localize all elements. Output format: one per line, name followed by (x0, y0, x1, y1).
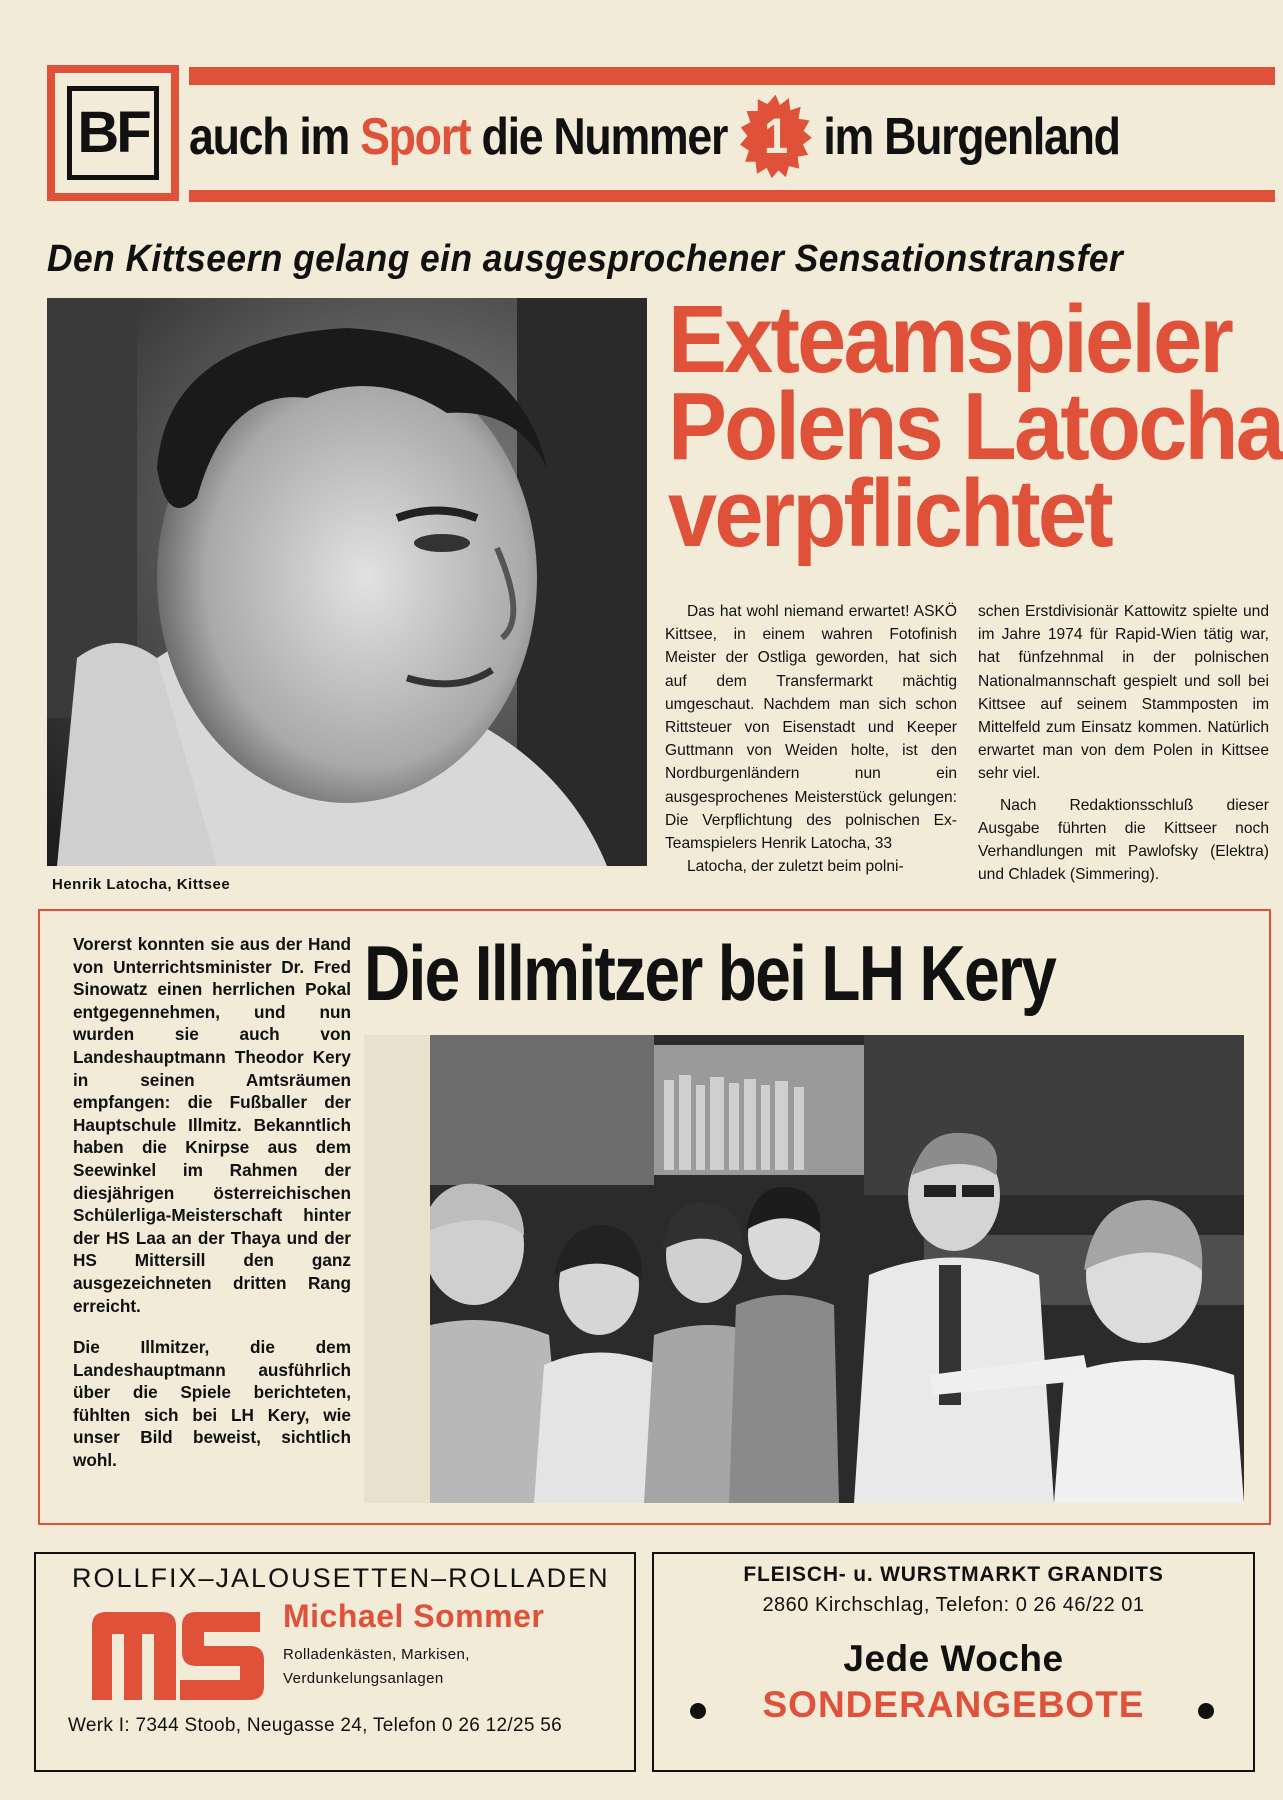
number-one-badge-icon (738, 93, 812, 179)
photo-caption: Henrik Latocha, Kittsee (52, 876, 231, 893)
headline-line: verpflichtet (668, 460, 1111, 567)
bullet-dot-icon (1198, 1703, 1214, 1719)
article1-column-1 (665, 600, 957, 878)
masthead-top-bar (189, 67, 1275, 85)
ad-sommer-header: ROLLFIX–JALOUSETTEN–ROLLADEN (72, 1563, 610, 1593)
article2-headline: Die Illmitzer bei LH Kery (364, 929, 1056, 1017)
article1-kicker: Den Kittseern gelang ein ausgesprochener Sensationstransfer (47, 238, 1124, 280)
badge-number: 1 (763, 108, 787, 165)
photo-henrik-latocha (47, 298, 647, 866)
slogan-sport: Sport (360, 108, 471, 166)
article1-column-2 (978, 600, 1269, 886)
group-photo-image (364, 1035, 1244, 1503)
article-paragraph: schen Erstdivisionär Kattowitz spielte und im Jahre 1974 für Rapid-Wien tätig war, hat fünfzehnmal in der polnischen Nationalmannschaft gespielt und soll bei Kittsee auf seinem Stammposten im Mittelfeld zum Einsatz kommen. Natürlich erwartet man von dem Polen in Kittsee sehr viel. (978, 603, 1269, 783)
masthead-logo: BF (67, 86, 159, 180)
photo-illmitz-team (364, 1035, 1244, 1503)
masthead-bottom-bar (189, 190, 1275, 202)
headline-line: Exteamspieler (668, 286, 1232, 393)
ad-sommer-name: Michael Sommer (283, 1598, 545, 1634)
photo-left-margin (364, 1035, 430, 1503)
ad-grandits-offers: SONDERANGEBOTE (762, 1684, 1145, 1725)
ad-sommer-address: Werk I: 7344 Stoob, Neugasse 24, Telefon 0 26 12/25 56 (68, 1715, 563, 1736)
ad-sommer-desc: Verdunkelungsanlagen (283, 1670, 444, 1687)
slogan-word: auch im (189, 108, 349, 166)
bullet-dot-icon (690, 1703, 706, 1719)
article-paragraph: Vorerst konnten sie aus der Hand von Unterrichtsminister Dr. Fred Sinowatz einen herrlichen Pokal entgegennehmen, und nun wurden sie auch von Landeshauptmann Theodor Kery in seinen Amtsräumen empfangen: die Fußballer der Hauptschule Illmitz. Bekanntlich haben die Knirpse aus dem Seewinkel im Rahmen der diesjährigen österreichischen Schülerliga-Meisterschaft hinter der HS Laa an der Thaya und der HS Mittersill den ganz ausgezeichneten dritten Rang erreicht. (73, 934, 351, 1316)
masthead-slogan (189, 92, 1123, 182)
article-paragraph: Das hat wohl niemand erwartet! ASKÖ Kittsee, in einem wahren Fotofinish Meister der Ostliga geworden, hat sich auf dem Transfermarkt mächtig umgeschaut. Nachdem man sich schon Rittsteuer von Eisenstadt und Keeper Guttmann von Weiden holte, ist den Nordburgenländern nun ein ausgesprochenes Meisterstück gelungen: Die Verpflichtung des polnischen Ex-Teamspielers Henrik Latocha, 33 (665, 603, 957, 853)
slogan-word: im Burgenland (823, 108, 1120, 166)
ms-logo-icon (84, 1606, 268, 1706)
article2-text (73, 933, 351, 1491)
ad-grandits-slogan: Jede Woche (843, 1638, 1064, 1679)
article-paragraph: Die Illmitzer, die dem Landeshauptmann ausführlich über die Spiele berichteten, fühlten sich bei LH Kery, wie unser Bild beweist, sichtlich wohl. (73, 1337, 351, 1471)
ad-grandits-header: FLEISCH- u. WURSTMARKT GRANDITS (743, 1563, 1164, 1586)
headline-line: Polens Latocha (668, 373, 1283, 480)
article-paragraph: Nach Redaktionsschluß dieser Ausgabe führten die Kittseer noch Verhandlungen mit Pawlofsky (Elektra) und Chladek (Simmering). (978, 796, 1269, 884)
ad-grandits-address: 2860 Kirchschlag, Telefon: 0 26 46/22 01 (762, 1594, 1145, 1616)
article1-headline (668, 286, 1283, 567)
article-paragraph: Latocha, der zuletzt beim polni- (687, 858, 904, 876)
slogan-word: die Nummer (481, 108, 728, 166)
portrait-image (47, 298, 647, 866)
ad-sommer-desc: Rolladenkästen, Markisen, (283, 1646, 470, 1663)
